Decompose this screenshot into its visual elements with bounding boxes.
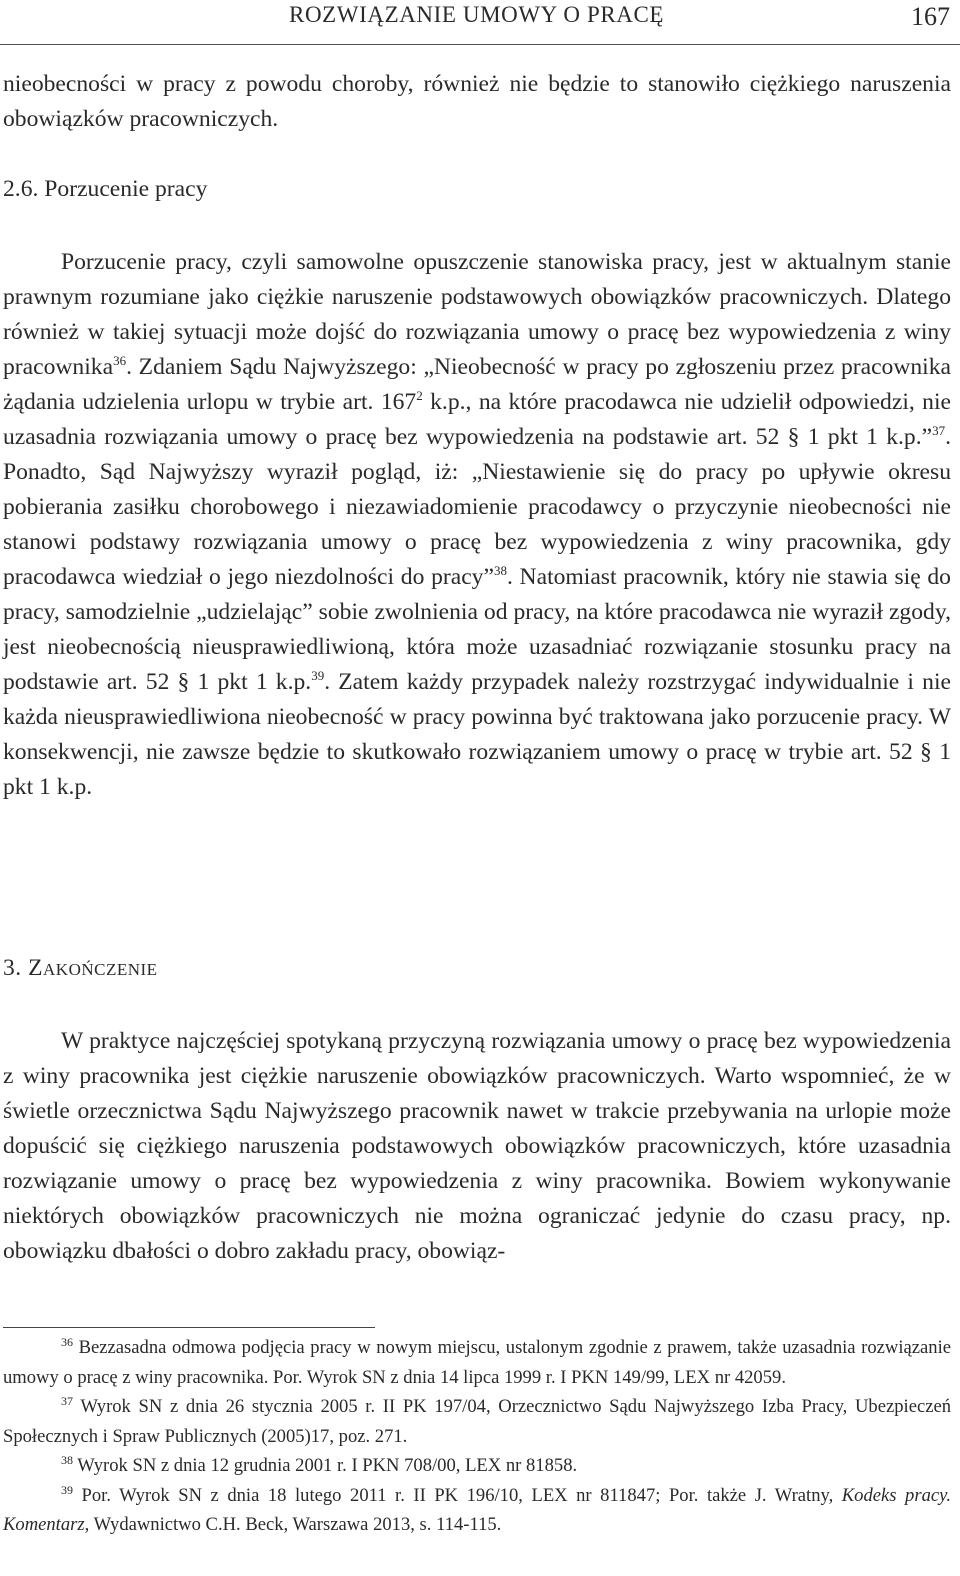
footnote-text: Wyrok SN z dnia 12 grudnia 2001 r. I PKN 708/00, LEX nr 81858.	[73, 1455, 578, 1476]
section-title: Zakończenie	[28, 955, 158, 981]
footnote-ref-36[interactable]: 36	[113, 353, 127, 368]
footnote-number: 38	[61, 1453, 73, 1467]
footnote-number: 39	[61, 1482, 73, 1497]
footnote-38	[3, 1451, 951, 1481]
footnote-ref-39[interactable]: 39	[311, 668, 325, 683]
book-title: Kodeks pracy. Komentarz	[3, 1484, 951, 1535]
paragraph-continuation	[3, 67, 951, 137]
paragraph-text: nieobecności w pracy z powodu choroby, również nie będzie to stanowiło ciężkiego naruszenia obowiązków pracowniczych.	[3, 71, 951, 132]
text-run: . Zdaniem Sądu Najwyższego: „Nieobecność w pracy po zgłoszeniu przez pracownika żądania udzielenia urlopu w trybie art. 167	[3, 354, 951, 415]
footnote-text: Bezzasadna odmowa podjęcia pracy w nowym miejscu, ustalonym zgodnie z prawem, także uzasadnia rozwiązanie umowy o pracę z winy pracownika. Por. Wyrok SN z dnia 14 lipca 1999 r. I PKN 149/99, LEX nr 42059.	[3, 1337, 951, 1388]
footnote-ref-38[interactable]: 38	[493, 563, 507, 578]
text-run: . Ponadto, Sąd Najwyższy wyraził pogląd, iż: „Niestawienie się do pracy po upływie okresu pobierania zasiłku chorobowego i niezawiadomienie pracodawcy o przyczynie nieobecności nie stanowi podstawy rozwiązania umowy o pracę bez wypowiedzenia z winy pracownika, gdy pracodawca wiedział o jego niezdolności do pracy”	[3, 424, 951, 590]
footnote-37	[3, 1392, 951, 1451]
article-superscript: 2	[416, 388, 423, 403]
footnote-number: 37	[61, 1394, 73, 1408]
footnote-number: 36	[61, 1335, 73, 1349]
running-title: ROZWIĄZANIE UMOWY O PRACĘ	[289, 2, 665, 27]
page-number: 167	[911, 2, 950, 31]
footnote-text: Wyrok SN z dnia 26 stycznia 2005 r. II PK 197/04, Orzecznictwo Sądu Najwyższego Izba Pracy, Ubezpieczeń Społecznych i Spraw Publicznych (2005)17, poz. 271.	[3, 1396, 951, 1447]
text-run: Porzucenie pracy, czyli samowolne opuszczenie stanowiska pracy, jest w aktualnym stanie prawnym rozumiane jako ciężkie naruszenie podstawowych obowiązków pracowniczych. Dlatego również w takiej sytuacji może dojść do rozwiązania umowy o pracę bez wypowiedzenia z winy pracownika	[3, 249, 951, 380]
text-run: . Zatem każdy przypadek należy rozstrzygać indywidualnie i nie każda nieusprawiedliwiona nieobecność w pracy powinna być traktowana jako porzucenie pracy. W konsekwencji, nie zawsze będzie to skutkowało rozwiązaniem umowy o pracę w trybie art. 52 § 1 pkt 1 k.p.	[3, 669, 951, 800]
paragraph-text	[3, 245, 951, 805]
footnote-text: , Wydawnictwo C.H. Beck, Warszawa 2013, s. 114-115.	[84, 1514, 502, 1535]
text-run: k.p., na które pracodawca nie udzielił odpowiedzi, nie uzasadnia rozwiązania umowy o pracę bez wypowiedzenia na podstawie art. 52 § 1 pkt 1 k.p.”	[3, 389, 951, 450]
paragraph-zakonczenie	[3, 1024, 951, 1269]
footnotes	[3, 1333, 951, 1540]
paragraph-porzucenie	[3, 245, 951, 805]
section-heading	[3, 951, 951, 986]
footnote-39	[3, 1481, 951, 1540]
footnote-text: Por. Wyrok SN z dnia 18 lutego 2011 r. II PK 196/10, LEX nr 811847; Por. także J. Wratny,	[73, 1484, 842, 1506]
footnote-36	[3, 1333, 951, 1392]
running-header	[0, 0, 960, 45]
footnote-separator	[3, 1327, 375, 1328]
footnote-ref-37[interactable]: 37	[932, 423, 946, 438]
subsection-title: 2.6. Porzucenie pracy	[3, 176, 208, 202]
section-number: 3.	[3, 955, 22, 981]
subsection-heading	[3, 172, 951, 207]
paragraph-text: W praktyce najczęściej spotykaną przyczyną rozwiązania umowy o pracę bez wypowiedzenia z winy pracownika jest ciężkie naruszenie obowiązków pracowniczych. Warto wspomnieć, że w świetle orzecznictwa Sądu Najwyższego pracownik nawet w trakcie przebywania na urlopie może dopuścić się ciężkiego naruszenia podstawowych obowiązków pracowniczych, które uzasadnia rozwiązanie umowy o pracę bez wypowiedzenia z winy pracownika. Bowiem wykonywanie niektórych obowiązków pracowniczych nie można ograniczać jedynie do czasu pracy, np. obowiązku dbałości o dobro zakładu pracy, obowiąz-	[3, 1028, 951, 1264]
text-run: . Natomiast pracownik, który nie stawia się do pracy, samodzielnie „udzielając” sobie zwolnienia od pracy, na które pracodawca nie wyraził zgody, jest nieobecnością nieusprawiedliwioną, która może uzasadniać rozwiązanie stosunku pracy na podstawie art. 52 § 1 pkt 1 k.p.	[3, 564, 951, 695]
